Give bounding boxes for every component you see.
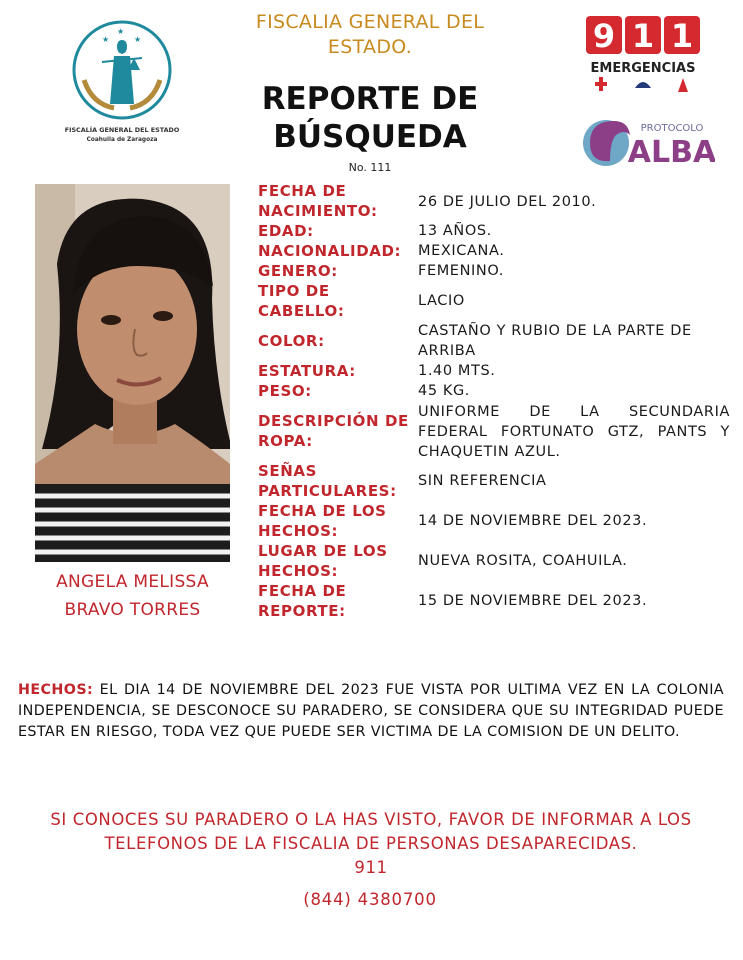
org-title: FISCALIA GENERAL DEL ESTADO. xyxy=(255,11,485,58)
emergency-label: EMERGENCIAS xyxy=(590,61,696,76)
fire-icon xyxy=(678,78,688,92)
protocolo-alba-logo xyxy=(580,115,715,170)
svg-text:★: ★ xyxy=(102,35,110,44)
emergency-number-text: 911 xyxy=(354,858,388,877)
protocolo-label: PROTOCOLO xyxy=(640,123,704,134)
label-birth-date: FECHA DE NACIMIENTO: xyxy=(258,182,378,220)
call-to-action xyxy=(20,808,722,880)
facts-paragraph xyxy=(18,680,724,743)
call-to-action-text: SI CONOCES SU PARADERO O LA HAS VISTO, FAVOR DE INFORMAR A LOS TELEFONOS DE LA FISCALIA DE PERSONAS DESAPARECIDAS. xyxy=(50,810,692,853)
facts-label: HECHOS: xyxy=(18,682,94,698)
label-clothing: DESCRIPCIÓN DE ROPA: xyxy=(258,412,409,450)
fiscalia-emblem-icon xyxy=(62,18,182,150)
alba-label: ALBA xyxy=(627,135,715,170)
emergency-911-icon xyxy=(583,14,703,104)
value-event-place: NUEVA ROSITA, COAHUILA. xyxy=(418,553,628,569)
digit-1a: 1 xyxy=(631,17,655,55)
value-age: 13 AÑOS. xyxy=(418,223,492,239)
svg-text:★: ★ xyxy=(117,27,125,36)
label-gender: GENERO: xyxy=(258,262,338,280)
value-birth-date: 26 DE JULIO DEL 2010. xyxy=(418,194,597,210)
alba-head-icon xyxy=(580,115,715,170)
report-number: No. 111 xyxy=(348,161,392,174)
value-nationality: MEXICANA. xyxy=(418,243,505,259)
value-distinguishing-marks: SIN REFERENCIA xyxy=(418,473,547,489)
red-cross-icon xyxy=(595,77,607,91)
label-color: COLOR: xyxy=(258,332,325,350)
value-clothing: UNIFORME DE LA SECUNDARIA FEDERAL FORTUNATO GTZ, PANTS Y CHAQUETIN AZUL. xyxy=(418,404,730,460)
phone-number[interactable]: (844) 4380700 xyxy=(303,890,437,909)
value-report-date: 15 DE NOVIEMBRE DEL 2023. xyxy=(418,593,648,609)
value-hair-type: LACIO xyxy=(418,293,465,309)
value-color: CASTAÑO Y RUBIO DE LA PARTE DE ARRIBA xyxy=(418,323,692,359)
svg-text:★: ★ xyxy=(134,35,142,44)
digit-9: 9 xyxy=(592,17,616,55)
report-title-line1: REPORTE DE xyxy=(261,81,479,117)
value-weight: 45 KG. xyxy=(418,383,471,399)
report-title-line2: BÚSQUEDA xyxy=(273,119,467,155)
report-title xyxy=(225,80,515,156)
facts-text: EL DIA 14 DE NOVIEMBRE DEL 2023 FUE VISTA POR ULTIMA VEZ EN LA COLONIA INDEPENDENCIA, SE DESCONOCE SU PARADERO, SE CONSIDERA QUE SU INTEGRIDAD PUEDE ESTAR EN RIESGO, TODA VEZ QUE PUEDE SER VICTIMA DE LA COMISION DE UN DELITO. xyxy=(18,682,724,740)
label-report-date: FECHA DE REPORTE: xyxy=(258,582,347,620)
portrait-illustration xyxy=(35,184,230,562)
police-cap-icon xyxy=(635,82,651,88)
missing-person-photo xyxy=(35,184,230,562)
value-height: 1.40 MTS. xyxy=(418,363,496,379)
emergency-911-logo xyxy=(583,14,703,104)
logo-text-line2: Coahuila de Zaragoza xyxy=(86,137,158,143)
fiscalia-logo xyxy=(62,18,182,150)
label-distinguishing-marks: SEÑAS PARTICULARES: xyxy=(258,462,397,500)
value-event-date: 14 DE NOVIEMBRE DEL 2023. xyxy=(418,513,648,529)
logo-text-line1: FISCALÍA GENERAL DEL ESTADO xyxy=(64,126,180,134)
label-age: EDAD: xyxy=(258,222,314,240)
label-hair-type: TIPO DE CABELLO: xyxy=(258,282,345,320)
label-nationality: NACIONALIDAD: xyxy=(258,242,402,260)
digit-1b: 1 xyxy=(670,17,694,55)
label-event-date: FECHA DE LOS HECHOS: xyxy=(258,502,387,540)
person-name-line2: BRAVO TORRES xyxy=(64,600,201,620)
person-name-line1: ANGELA MELISSA xyxy=(56,572,209,592)
label-event-place: LUGAR DE LOS HECHOS: xyxy=(258,542,388,580)
value-gender: FEMENINO. xyxy=(418,263,504,279)
label-height: ESTATURA: xyxy=(258,362,356,380)
label-weight: PESO: xyxy=(258,382,312,400)
person-name xyxy=(20,568,245,624)
